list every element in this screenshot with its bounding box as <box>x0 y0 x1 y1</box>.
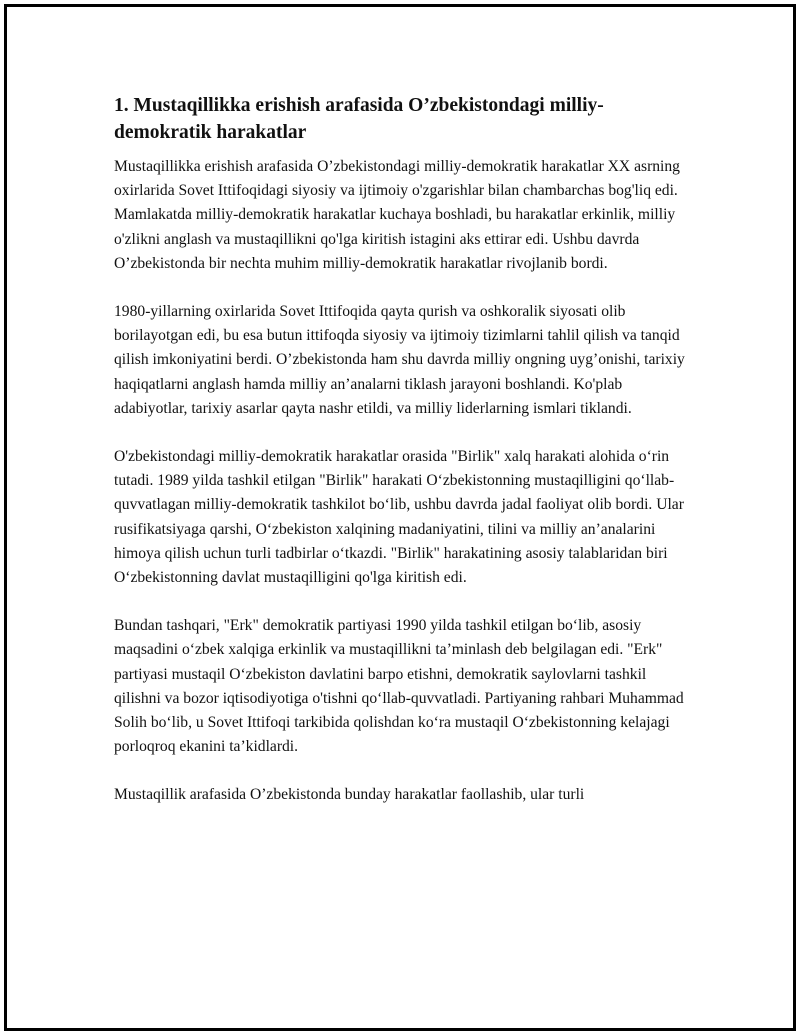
paragraph-5: Mustaqillik arafasida O’zbekistonda bunday harakatlar faollashib, ular turli <box>114 786 585 804</box>
paragraph-3: O'zbekistondagi milliy-demokratik harakatlar orasida "Birlik" xalq harakati alohida o‘rin tutadi. 1989 yilda tashkil etilgan "Birlik" harakati O‘zbekistonning mustaqilligini qo‘llab-quvvatlagan milliy-demokratik tashkilot bo‘lib, ushbu davrda jadal faoliyat olib bordi. Ular rusifikatsiyaga qarshi, O‘zbekiston xalqining madaniyatini, tilini va milliy an’analarini himoya qilish uchun turli tadbirlar o‘tkazdi. "Birlik" harakatining asosiy talablaridan biri O‘zbekistonning davlat mustaqilligini qo'lga kiritish edi. <box>114 448 684 587</box>
paragraph-4: Bundan tashqari, "Erk" demokratik partiyasi 1990 yilda tashkil etilgan bo‘lib, asosiy maqsadini o‘zbek xalqiga erkinlik va mustaqillikni ta’minlash deb belgilagan edi. "Erk" partiyasi mustaqil O‘zbekiston davlatini barpo etishni, demokratik saylovlarni tashkil qilishni va bozor iqtisodiyotiga o'tishni qo‘llab-quvvatladi. Partiyaning rahbari Muhammad Solih bo‘lib, u Sovet Ittifoqi tarkibida qolishdan ko‘ra mustaqil O‘zbekistonning kelajagi porloqroq ekanini ta’kidlardi. <box>114 617 684 756</box>
document-title: 1. Mustaqillikka erishish arafasida O’zbekistondagi milliy-demokratik harakatlar <box>114 95 604 143</box>
document-body <box>114 92 694 832</box>
paragraph-1: Mustaqillikka erishish arafasida O’zbekistondagi milliy-demokratik harakatlar XX asrning oxirlarida Sovet Ittifoqidagi siyosiy va ijtimoiy o'zgarishlar bilan chambarchas bog'liq edi. Mamlakatda milliy-demokratik harakatlar kuchaya boshladi, bu harakatlar erkinlik, milliy o'zlikni anglash va mustaqillikni qo'lga kiritish istagini aks ettirar edi. Ushbu davrda O’zbekistonda bir nechta muhim milliy-demokratik harakatlar rivojlanib bordi. <box>114 158 680 272</box>
paragraph-2: 1980-yillarning oxirlarida Sovet Ittifoqida qayta qurish va oshkoralik siyosati olib borilayotgan edi, bu esa butun ittifoqda siyosiy va ijtimoiy tizimlarni tahlil qilish va tanqid qilish imkoniyatini berdi. O’zbekistonda ham shu davrda milliy ongning uyg’onishi, tarixiy haqiqatlarni anglash hamda milliy an’analarni tiklash jarayoni boshlandi. Ko'plab adabiyotlar, tarixiy asarlar qayta nashr etildi, va milliy liderlarning ismlari tiklandi. <box>114 303 685 417</box>
